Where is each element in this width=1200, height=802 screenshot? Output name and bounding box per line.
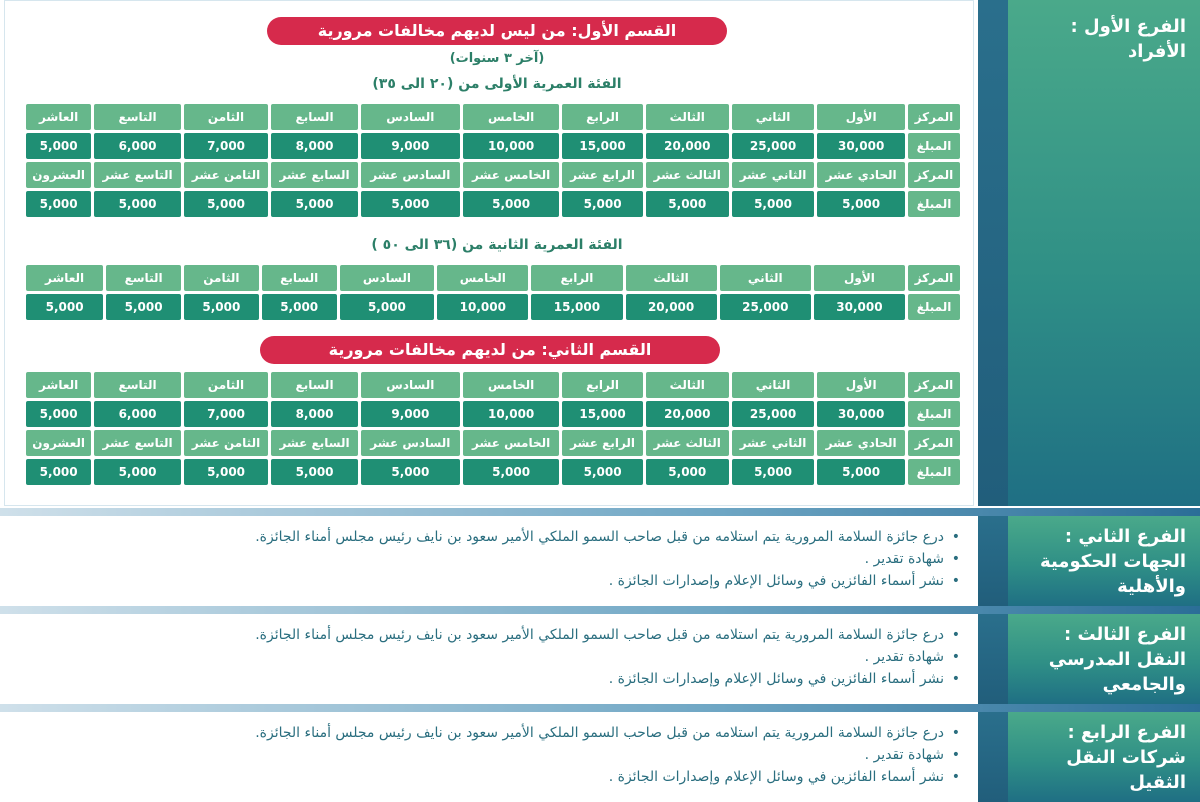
table-row (26, 430, 960, 456)
rank-cell: العشرون (26, 430, 91, 456)
prize-table-age2 (23, 262, 963, 323)
rank-cell: الرابع عشر (562, 162, 642, 188)
rank-cell: الرابع عشر (562, 430, 642, 456)
rank-label: المركز (908, 162, 960, 188)
list-item: • درع جائزة السلامة المرورية يتم استلامه من قبل صاحب السمو الملكي الأمير سعود بن نايف رئيس مجلس أمناء الجائزة. (240, 624, 960, 646)
section1-title: القسم الأول: من ليس لديهم مخالفات مرورية (267, 17, 727, 45)
amount-cell: 25,000 (732, 401, 814, 427)
branch-subtitle: النقل المدرسي (1048, 649, 1186, 670)
amount-cell: 7,000 (184, 401, 268, 427)
rank-cell: السادس (361, 372, 460, 398)
amount-cell: 5,000 (271, 459, 358, 485)
amount-cell: 15,000 (562, 401, 642, 427)
amount-cell: 5,000 (562, 191, 642, 217)
rank-cell: التاسع (94, 104, 181, 130)
amount-cell: 5,000 (94, 191, 181, 217)
rank-cell: الثالث عشر (646, 162, 729, 188)
rank-cell: الأول (814, 265, 905, 291)
rank-cell: الخامس عشر (463, 162, 560, 188)
benefits-list (240, 526, 960, 592)
amount-cell: 20,000 (626, 294, 717, 320)
table-row (26, 459, 960, 485)
rank-cell: الثامن (184, 265, 259, 291)
rank-cell: الثالث عشر (646, 430, 729, 456)
amount-cell: 5,000 (340, 294, 435, 320)
rank-cell: السادس (361, 104, 460, 130)
rank-cell: الرابع (562, 104, 642, 130)
rank-cell: التاسع (94, 372, 181, 398)
amount-cell: 5,000 (94, 459, 181, 485)
rank-cell: الخامس (463, 372, 560, 398)
section1-note: (آخر ٣ سنوات) (449, 51, 545, 66)
rank-cell: الحادي عشر (817, 430, 905, 456)
list-item: • درع جائزة السلامة المرورية يتم استلامه من قبل صاحب السمو الملكي الأمير سعود بن نايف رئيس مجلس أمناء الجائزة. (240, 526, 960, 548)
list-item: • نشر أسماء الفائزين في وسائل الإعلام وإصدارات الجائزة . (240, 570, 960, 592)
amount-cell: 5,000 (26, 133, 91, 159)
rank-cell: السابع (271, 372, 358, 398)
amount-cell: 5,000 (26, 459, 91, 485)
amount-cell: 5,000 (361, 191, 460, 217)
amount-cell: 5,000 (463, 459, 560, 485)
rank-label: المركز (908, 265, 960, 291)
table-row (26, 401, 960, 427)
branch-label (978, 0, 1200, 506)
list-item: • نشر أسماء الفائزين في وسائل الإعلام وإصدارات الجائزة . (240, 668, 960, 690)
amount-cell: 9,000 (361, 133, 460, 159)
branch-label (978, 712, 1200, 802)
amount-cell: 8,000 (271, 401, 358, 427)
amount-cell: 5,000 (184, 294, 259, 320)
rank-cell: الخامس عشر (463, 430, 560, 456)
prize-table-violations (23, 369, 963, 488)
amount-cell: 25,000 (732, 133, 814, 159)
table-row (26, 104, 960, 130)
rank-cell: الخامس (437, 265, 528, 291)
amount-cell: 5,000 (817, 459, 905, 485)
rank-cell: الثاني (720, 265, 811, 291)
branch-title: الفرع الثالث : (1064, 624, 1186, 645)
age-group-1-title: الفئة العمرية الأولى من (٢٠ الى ٣٥) (372, 76, 622, 92)
amount-label: المبلغ (908, 294, 960, 320)
amount-cell: 6,000 (94, 401, 181, 427)
branch-subtitle: الجهات الحكومية (1040, 551, 1186, 572)
amount-cell: 5,000 (184, 459, 268, 485)
amount-cell: 15,000 (562, 133, 642, 159)
rank-cell: السابع (262, 265, 337, 291)
list-item: • نشر أسماء الفائزين في وسائل الإعلام وإصدارات الجائزة . (240, 766, 960, 788)
rank-label: المركز (908, 372, 960, 398)
rank-label: المركز (908, 104, 960, 130)
branch-subtitle: والجامعي (1102, 674, 1186, 695)
amount-label: المبلغ (908, 133, 960, 159)
amount-label: المبلغ (908, 191, 960, 217)
branch-school-transport (0, 614, 1200, 704)
rank-cell: التاسع عشر (94, 162, 181, 188)
amount-cell: 5,000 (26, 401, 91, 427)
divider (0, 704, 1200, 712)
branch-subtitle: الأفراد (1128, 41, 1186, 62)
rank-cell: الثامن (184, 372, 268, 398)
branch-label (978, 614, 1200, 704)
amount-cell: 5,000 (646, 459, 729, 485)
list-item: • شهادة تقدير . (240, 548, 960, 570)
amount-cell: 10,000 (463, 401, 560, 427)
table-row (26, 265, 960, 291)
table-row (26, 133, 960, 159)
rank-cell: الثاني عشر (732, 430, 814, 456)
prize-table-age1 (23, 101, 963, 220)
amount-cell: 5,000 (562, 459, 642, 485)
amount-cell: 9,000 (361, 401, 460, 427)
rank-cell: العاشر (26, 265, 103, 291)
amount-cell: 30,000 (814, 294, 905, 320)
branch-heavy-transport (0, 712, 1200, 802)
amount-cell: 20,000 (646, 133, 729, 159)
rank-cell: الثالث (626, 265, 717, 291)
amount-cell: 5,000 (271, 191, 358, 217)
branch-title: الفرع الرابع : (1067, 722, 1186, 743)
rank-cell: السابع عشر (271, 430, 358, 456)
rank-cell: التاسع (106, 265, 181, 291)
amount-cell: 5,000 (732, 459, 814, 485)
amount-cell: 30,000 (817, 133, 905, 159)
rank-cell: السابع عشر (271, 162, 358, 188)
amount-cell: 5,000 (646, 191, 729, 217)
branch-label (978, 516, 1200, 606)
amount-cell: 6,000 (94, 133, 181, 159)
rank-cell: الخامس (463, 104, 560, 130)
rank-cell: السابع (271, 104, 358, 130)
amount-cell: 5,000 (732, 191, 814, 217)
divider (0, 508, 1200, 516)
rank-cell: السادس عشر (361, 162, 460, 188)
rank-cell: الثامن عشر (184, 162, 268, 188)
section2-title: القسم الثاني: من لديهم مخالفات مرورية (260, 336, 720, 364)
branch-subtitle: الثقيل (1129, 772, 1186, 793)
branch-subtitle: والأهلية (1117, 576, 1186, 597)
amount-label: المبلغ (908, 459, 960, 485)
rank-cell: الأول (817, 104, 905, 130)
branch-subtitle: شركات النقل (1066, 747, 1186, 768)
rank-cell: التاسع عشر (94, 430, 181, 456)
rank-cell: العاشر (26, 372, 91, 398)
rank-cell: الرابع (531, 265, 622, 291)
amount-cell: 20,000 (646, 401, 729, 427)
rank-cell: الثامن (184, 104, 268, 130)
branch-government (0, 516, 1200, 606)
amount-cell: 10,000 (437, 294, 528, 320)
rank-cell: الثاني عشر (732, 162, 814, 188)
branch-title: الفرع الأول : (1070, 16, 1186, 37)
amount-cell: 5,000 (361, 459, 460, 485)
table-row (26, 162, 960, 188)
amount-cell: 8,000 (271, 133, 358, 159)
amount-cell: 5,000 (463, 191, 560, 217)
amount-cell: 30,000 (817, 401, 905, 427)
amount-cell: 5,000 (184, 191, 268, 217)
rank-cell: الثاني (732, 104, 814, 130)
rank-cell: الثالث (646, 372, 729, 398)
amount-cell: 5,000 (262, 294, 337, 320)
rank-cell: العاشر (26, 104, 91, 130)
rank-cell: السادس عشر (361, 430, 460, 456)
rank-cell: السادس (340, 265, 435, 291)
table-row (26, 372, 960, 398)
table-row (26, 294, 960, 320)
amount-cell: 25,000 (720, 294, 811, 320)
rank-cell: الحادي عشر (817, 162, 905, 188)
list-item: • شهادة تقدير . (240, 744, 960, 766)
rank-cell: الثاني (732, 372, 814, 398)
divider (0, 606, 1200, 614)
amount-cell: 15,000 (531, 294, 622, 320)
amount-cell: 5,000 (106, 294, 181, 320)
list-item: • درع جائزة السلامة المرورية يتم استلامه من قبل صاحب السمو الملكي الأمير سعود بن نايف رئيس مجلس أمناء الجائزة. (240, 722, 960, 744)
list-item: • شهادة تقدير . (240, 646, 960, 668)
table-row (26, 191, 960, 217)
rank-cell: الثالث (646, 104, 729, 130)
amount-label: المبلغ (908, 401, 960, 427)
rank-cell: الرابع (562, 372, 642, 398)
amount-cell: 5,000 (26, 294, 103, 320)
amount-cell: 7,000 (184, 133, 268, 159)
rank-cell: العشرون (26, 162, 91, 188)
rank-cell: الأول (817, 372, 905, 398)
rank-label: المركز (908, 430, 960, 456)
amount-cell: 5,000 (26, 191, 91, 217)
amount-cell: 10,000 (463, 133, 560, 159)
branch-content (4, 0, 974, 506)
amount-cell: 5,000 (817, 191, 905, 217)
rank-cell: الثامن عشر (184, 430, 268, 456)
branch-title: الفرع الثاني : (1064, 526, 1186, 547)
benefits-list (240, 722, 960, 788)
benefits-list (240, 624, 960, 690)
age-group-2-title: الفئة العمرية الثانية من (٣٦ الى ٥٠ ) (371, 237, 623, 253)
